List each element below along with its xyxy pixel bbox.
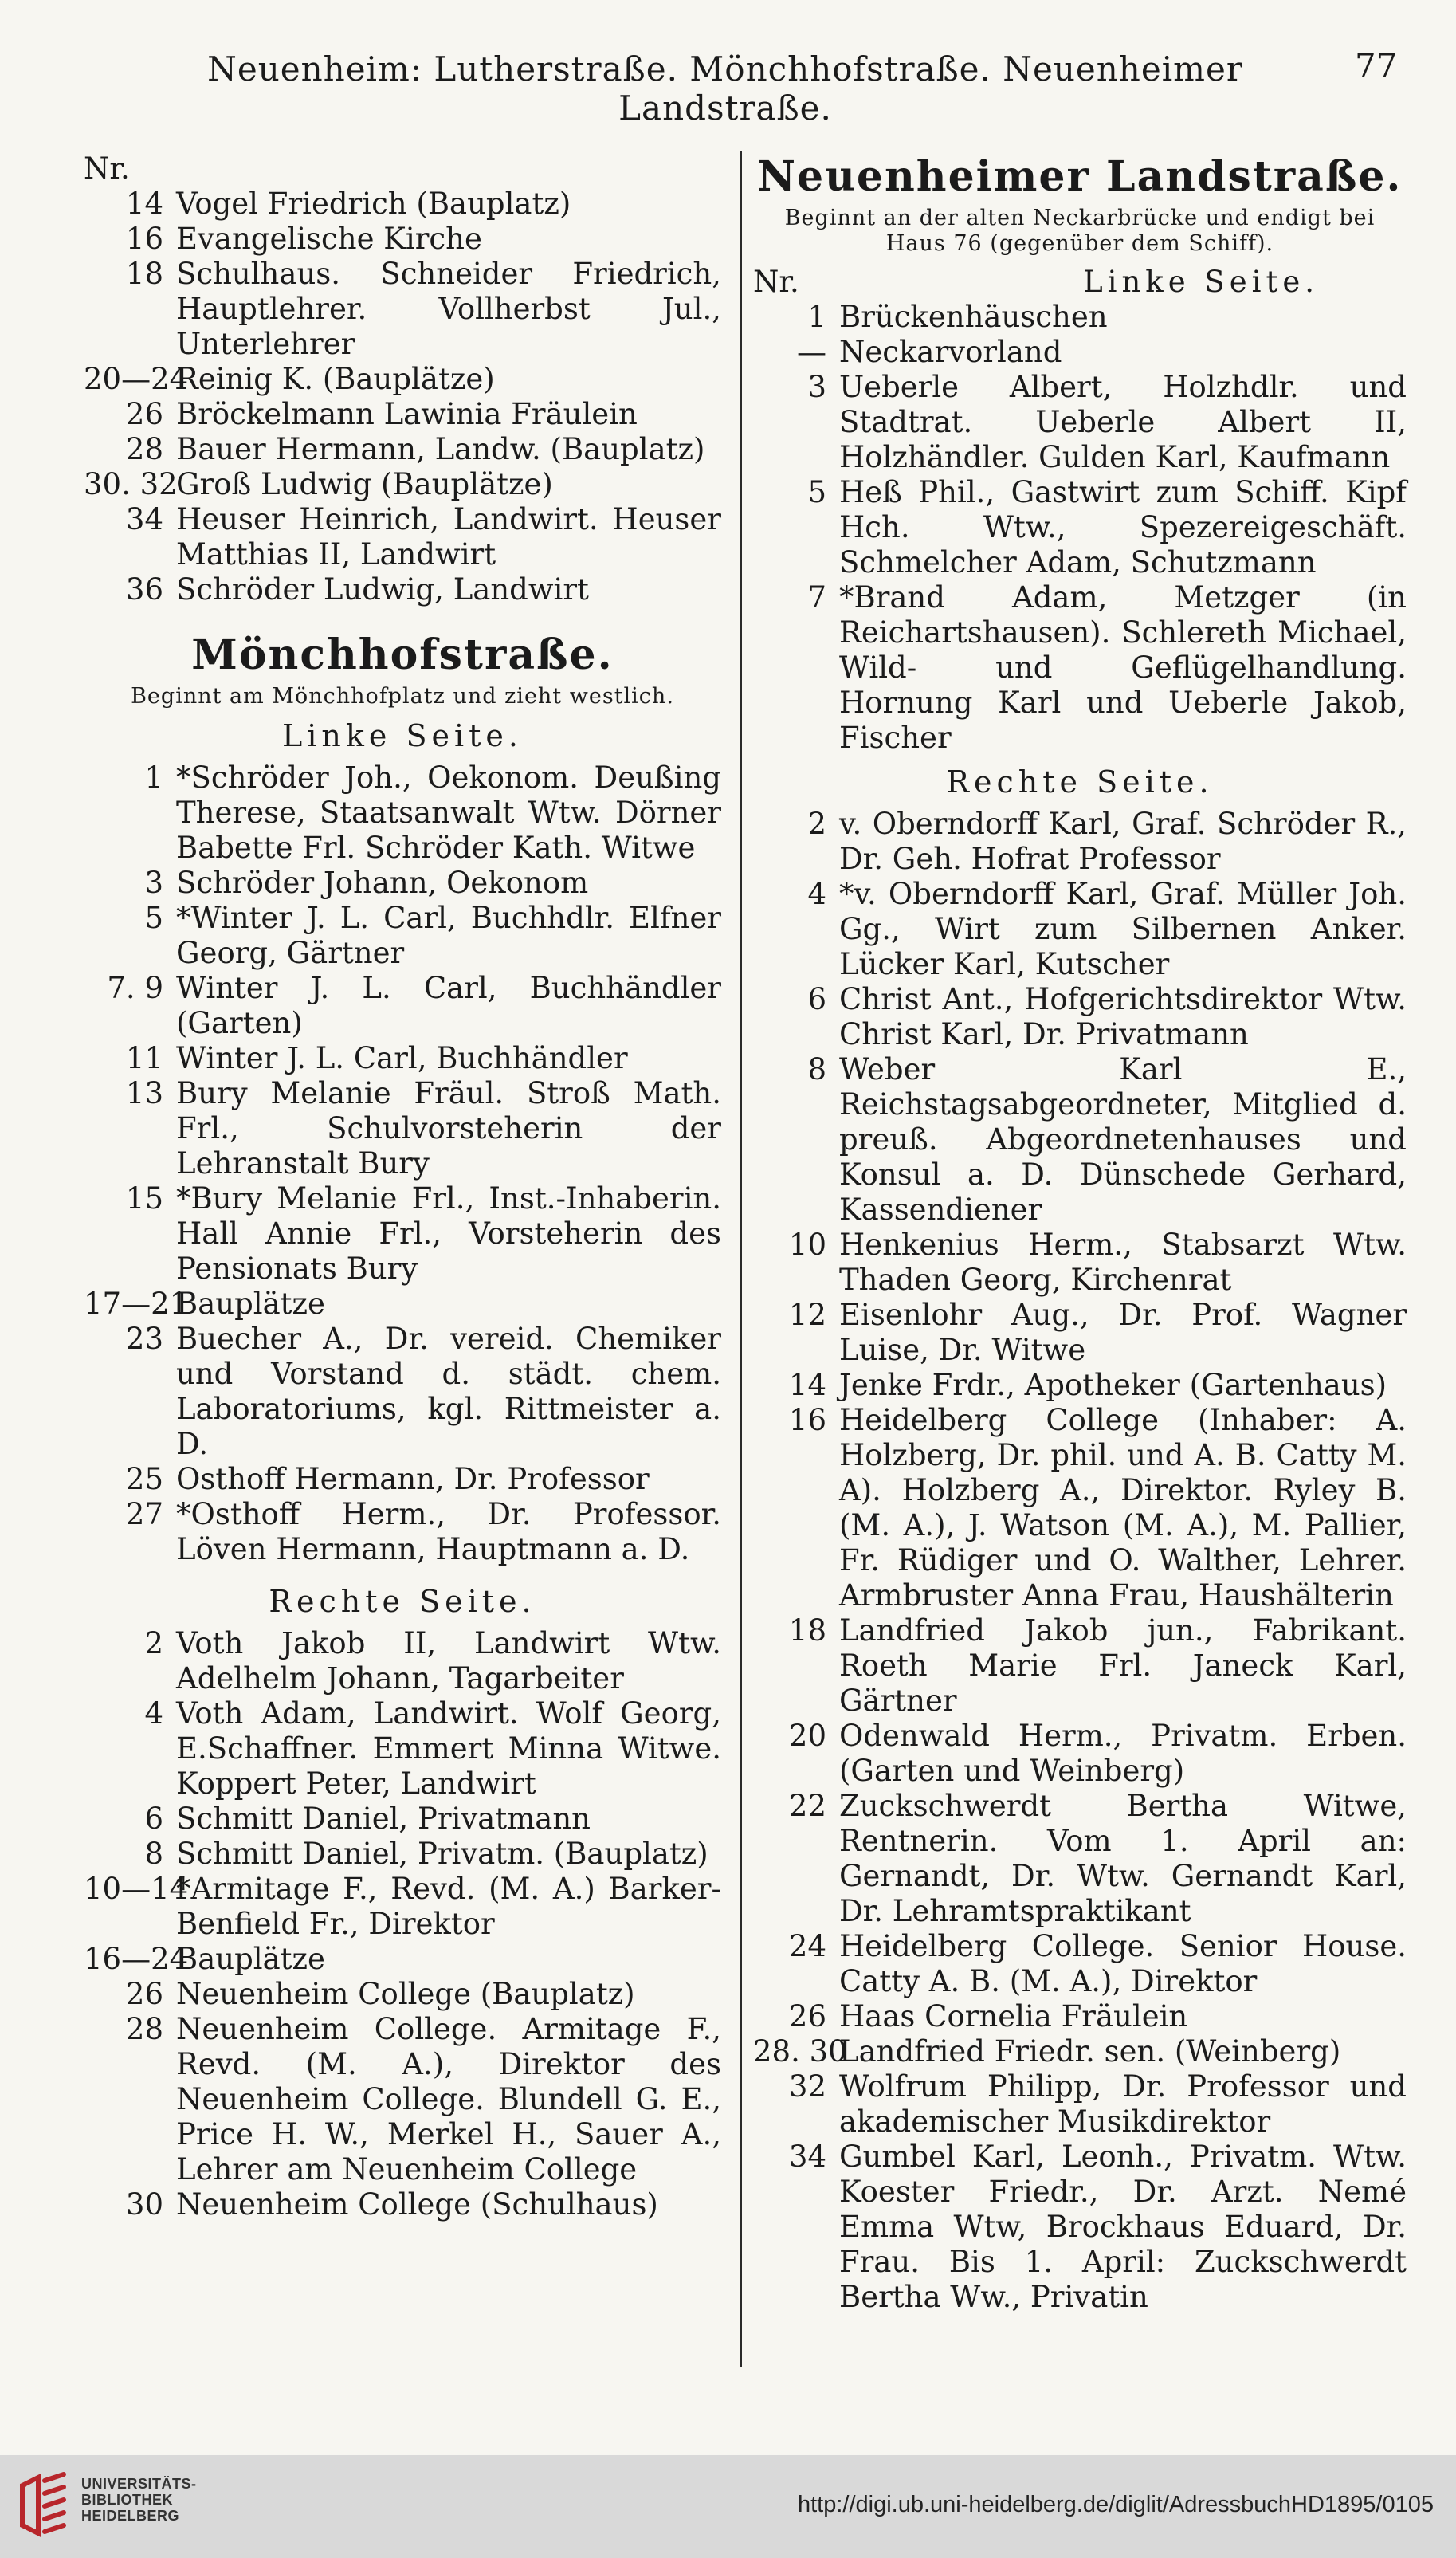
resident-text: Schmitt Daniel, Privatm. (Bauplatz) bbox=[176, 1837, 708, 1871]
house-number: 10 bbox=[788, 1228, 826, 1262]
house-number: 7 bbox=[807, 580, 826, 615]
resident-text: Zuckschwerdt Bertha Witwe, Rentnerin. Vom 1. April an: Gernandt, Dr. Wtw. Gernandt Karl, Dr. Lehramtspraktikant bbox=[839, 1789, 1407, 1928]
address-entry bbox=[753, 300, 1407, 335]
address-entry bbox=[84, 397, 721, 432]
resident-text: Bauplätze bbox=[176, 1942, 325, 1976]
resident-text: Ueberle Albert, Holzhdlr. und Stadtrat. Ueberle Albert II, Holzhändler. Gulden Karl, Kaufmann bbox=[839, 370, 1407, 474]
address-entry bbox=[753, 982, 1407, 1052]
resident-text: Winter J. L. Carl, Buchhändler bbox=[176, 1041, 628, 1075]
house-number: 23 bbox=[125, 1322, 163, 1356]
address-entry bbox=[753, 807, 1407, 877]
ub-heidelberg-logo-icon bbox=[16, 2470, 72, 2541]
address-entry bbox=[753, 877, 1407, 982]
house-number: 13 bbox=[125, 1076, 163, 1110]
house-number: 4 bbox=[807, 877, 826, 911]
house-number: 2 bbox=[807, 807, 826, 841]
resident-text: Gumbel Karl, Leonh., Privatm. Wtw. Koester Friedr., Dr. Arzt. Nemé Emma Wtw, Brockhaus Eduard, Dr. Frau. Bis 1. April: Zuckschwerdt Bertha Ww., Privatin bbox=[839, 2140, 1407, 2314]
house-number: 4 bbox=[144, 1696, 163, 1731]
address-entry bbox=[84, 971, 721, 1041]
address-entry bbox=[84, 467, 721, 502]
house-number: 30. 32 bbox=[84, 467, 178, 501]
address-entry bbox=[84, 222, 721, 257]
library-name-line3: HEIDELBERG bbox=[81, 2508, 180, 2524]
resident-text: *Schröder Joh., Oekonom. Deußing Therese, Staatsanwalt Wtw. Dörner Babette Frl. Schröder Kath. Witwe bbox=[176, 760, 721, 865]
resident-text: Winter J. L. Carl, Buchhändler (Garten) bbox=[176, 971, 721, 1040]
resident-text: Schröder Ludwig, Landwirt bbox=[176, 572, 589, 607]
address-entry bbox=[84, 901, 721, 971]
resident-text: Jenke Frdr., Apotheker (Gartenhaus) bbox=[839, 1368, 1387, 1402]
resident-text: *Winter J. L. Carl, Buchhdlr. Elfner Georg, Gärtner bbox=[176, 901, 721, 970]
house-number: 16 bbox=[125, 222, 163, 256]
address-entry bbox=[84, 257, 721, 362]
lutherstrasse-list bbox=[84, 187, 721, 607]
address-entry bbox=[753, 1613, 1407, 1719]
house-number: 1 bbox=[807, 300, 826, 334]
house-number: 28 bbox=[125, 432, 163, 466]
address-entry bbox=[84, 1696, 721, 1802]
house-number: 7. 9 bbox=[107, 971, 163, 1005]
landstrasse-right-list bbox=[753, 807, 1407, 2315]
address-entry bbox=[84, 1041, 721, 1076]
resident-text: *Armitage F., Revd. (M. A.) Barker-Benfield Fr., Direktor bbox=[176, 1872, 721, 1941]
resident-text: Schröder Johann, Oekonom bbox=[176, 866, 589, 900]
house-number: 11 bbox=[125, 1041, 163, 1075]
street-title-moenchhofstrasse: Mönchhofstraße. bbox=[191, 631, 614, 679]
house-number: 17—21 bbox=[84, 1287, 189, 1321]
resident-text: Heß Phil., Gastwirt zum Schiff. Kipf Hch. Wtw., Spezereigeschäft. Schmelcher Adam, Schutzmann bbox=[839, 475, 1407, 580]
address-entry bbox=[84, 187, 721, 222]
house-number: 36 bbox=[125, 572, 163, 607]
house-number: 30 bbox=[125, 2187, 163, 2222]
page-number: 77 bbox=[1355, 46, 1398, 85]
address-entry bbox=[84, 1802, 721, 1837]
house-number: 18 bbox=[125, 257, 163, 291]
address-entry bbox=[84, 1181, 721, 1287]
resident-text: Schulhaus. Schneider Friedrich, Hauptlehrer. Vollherbst Jul., Unterlehrer bbox=[176, 257, 721, 361]
library-name bbox=[81, 2476, 197, 2524]
house-number: 1 bbox=[144, 760, 163, 795]
house-number: 6 bbox=[807, 982, 826, 1016]
house-number: 34 bbox=[125, 502, 163, 536]
house-number: 15 bbox=[125, 1181, 163, 1216]
address-entry bbox=[753, 1052, 1407, 1228]
house-number: 16—24 bbox=[84, 1942, 189, 1976]
address-entry bbox=[84, 502, 721, 572]
address-entry bbox=[84, 2187, 721, 2222]
address-entry bbox=[753, 1929, 1407, 1999]
address-entry bbox=[84, 362, 721, 397]
resident-text: Christ Ant., Hofgerichtsdirektor Wtw. Christ Karl, Dr. Privatmann bbox=[839, 982, 1407, 1051]
resident-text: Neuenheim College (Bauplatz) bbox=[176, 1977, 635, 2011]
house-number: 12 bbox=[788, 1298, 826, 1332]
address-entry bbox=[84, 1322, 721, 1462]
landstrasse-left-list bbox=[753, 300, 1407, 756]
address-entry bbox=[753, 475, 1407, 580]
address-entry bbox=[753, 2069, 1407, 2140]
address-entry bbox=[753, 2034, 1407, 2069]
house-number: 14 bbox=[788, 1368, 826, 1402]
resident-text: Heidelberg College (Inhaber: A. Holzberg, Dr. phil. und A. B. Catty M. A). Holzberg A., Direktor. Ryley B. (M. A.), J. Watson (M. A.), M. Pallier, Fr. Rüdiger und O. Walther, Lehrer. Armbruster Anna Frau, Haushälterin bbox=[839, 1403, 1407, 1613]
resident-text: v. Oberndorff Karl, Graf. Schröder R., Dr. Geh. Hofrat Professor bbox=[839, 807, 1407, 876]
house-number: 6 bbox=[144, 1802, 163, 1836]
house-number: 18 bbox=[788, 1613, 826, 1648]
side-heading-left: Linke Seite. bbox=[1083, 265, 1319, 299]
nr-label: Nr. bbox=[84, 151, 130, 186]
resident-text: Landfried Jakob jun., Fabrikant. Roeth Marie Frl. Janeck Karl, Gärtner bbox=[839, 1613, 1407, 1718]
house-number: 10—14 bbox=[84, 1872, 189, 1906]
resident-text: *Osthoff Herm., Dr. Professor. Löven Hermann, Hauptmann a. D. bbox=[176, 1497, 721, 1566]
address-entry bbox=[753, 1228, 1407, 1298]
address-entry bbox=[84, 760, 721, 866]
address-entry bbox=[753, 1298, 1407, 1368]
house-number: 24 bbox=[788, 1929, 826, 1963]
resident-text: Bury Melanie Fräul. Stroß Math. Frl., Schulvorsteherin der Lehranstalt Bury bbox=[176, 1076, 721, 1181]
resident-text: Bauplätze bbox=[176, 1287, 325, 1321]
resident-text: Bröckelmann Lawinia Fräulein bbox=[176, 397, 638, 431]
address-entry bbox=[84, 1837, 721, 1872]
house-number: 16 bbox=[788, 1403, 826, 1437]
resident-text: Neuenheim College. Armitage F., Revd. (M. A.), Direktor des Neuenheim College. Blundell G. E., Price H. W., Merkel H., Sauer A., Lehrer am Neuenheim College bbox=[176, 2012, 721, 2187]
resident-text: *v. Oberndorff Karl, Graf. Müller Joh. Gg., Wirt zum Silbernen Anker. Lücker Karl, Kutscher bbox=[839, 877, 1407, 981]
house-number: 20—24 bbox=[84, 362, 189, 396]
house-number: 3 bbox=[144, 866, 163, 900]
address-entry bbox=[84, 1977, 721, 2012]
address-entry bbox=[84, 1287, 721, 1322]
house-number: 5 bbox=[144, 901, 163, 935]
street-subtitle-neuenheimer-landstrasse: Beginnt an der alten Neckarbrücke und endigt bei Haus 76 (gegenüber dem Schiff). bbox=[784, 206, 1376, 256]
address-entry bbox=[753, 1999, 1407, 2034]
house-number: 28. 30 bbox=[753, 2034, 847, 2069]
house-number: 8 bbox=[807, 1052, 826, 1086]
house-number: 25 bbox=[125, 1462, 163, 1496]
moenchhof-left-list bbox=[84, 760, 721, 1567]
left-column bbox=[84, 151, 721, 2222]
nr-row bbox=[753, 265, 1407, 300]
address-entry bbox=[84, 1076, 721, 1181]
source-url[interactable]: http://digi.ub.uni-heidelberg.de/diglit/AdressbuchHD1895/0105 bbox=[797, 2492, 1434, 2517]
nr-label: Nr. bbox=[753, 265, 799, 299]
address-entry bbox=[84, 1497, 721, 1567]
resident-text: Vogel Friedrich (Bauplatz) bbox=[176, 187, 571, 221]
address-entry bbox=[753, 580, 1407, 756]
moenchhof-right-list bbox=[84, 1626, 721, 2222]
resident-text: *Bury Melanie Frl., Inst.-Inhaberin. Hall Annie Frl., Vorsteherin des Pensionats Bury bbox=[176, 1181, 721, 1286]
side-heading-left: Linke Seite. bbox=[282, 718, 523, 753]
house-number: 32 bbox=[788, 2069, 826, 2104]
resident-text: Osthoff Hermann, Dr. Professor bbox=[176, 1462, 650, 1496]
house-number: 3 bbox=[807, 370, 826, 404]
house-number: 2 bbox=[144, 1626, 163, 1660]
resident-text: Buecher A., Dr. vereid. Chemiker und Vorstand d. städt. chem. Laboratoriums, kgl. Rittmeister a. D. bbox=[176, 1322, 721, 1461]
right-column bbox=[753, 151, 1407, 2315]
address-entry bbox=[753, 1368, 1407, 1403]
resident-text: Brückenhäuschen bbox=[839, 300, 1108, 334]
resident-text: Heuser Heinrich, Landwirt. Heuser Matthias II, Landwirt bbox=[176, 502, 721, 572]
column-divider bbox=[740, 151, 742, 2367]
house-number: 27 bbox=[125, 1497, 163, 1531]
side-heading-right: Rechte Seite. bbox=[269, 1584, 536, 1619]
resident-text: Schmitt Daniel, Privatmann bbox=[176, 1802, 591, 1836]
house-number: 20 bbox=[788, 1719, 826, 1753]
resident-text: Landfried Friedr. sen. (Weinberg) bbox=[839, 2034, 1341, 2069]
house-number: 34 bbox=[788, 2140, 826, 2174]
address-entry bbox=[753, 1403, 1407, 1613]
address-entry bbox=[753, 1719, 1407, 1789]
house-number: 26 bbox=[788, 1999, 826, 2033]
resident-text: Groß Ludwig (Bauplätze) bbox=[176, 467, 553, 501]
address-entry bbox=[84, 1626, 721, 1696]
library-name-line1: UNIVERSITÄTS- bbox=[81, 2476, 197, 2492]
resident-text: Evangelische Kirche bbox=[176, 222, 482, 256]
address-entry bbox=[84, 432, 721, 467]
resident-text: Reinig K. (Bauplätze) bbox=[176, 362, 495, 396]
side-heading-right: Rechte Seite. bbox=[946, 764, 1214, 800]
resident-text: Voth Jakob II, Landwirt Wtw. Adelhelm Johann, Tagarbeiter bbox=[176, 1626, 721, 1696]
address-entry bbox=[84, 1462, 721, 1497]
resident-text: Odenwald Herm., Privatm. Erben. (Garten und Weinberg) bbox=[839, 1719, 1407, 1788]
house-number: — bbox=[797, 335, 826, 369]
address-entry bbox=[84, 572, 721, 607]
resident-text: Weber Karl E., Reichstagsabgeordneter, Mitglied d. preuß. Abgeordnetenhauses und Konsul a. D. Dünschede Gerhard, Kassendiener bbox=[839, 1052, 1407, 1227]
house-number: 28 bbox=[125, 2012, 163, 2046]
running-head: Neuenheim: Lutherstraße. Mönchhofstraße. Neuenheimer Landstraße. bbox=[207, 49, 1243, 128]
house-number: 26 bbox=[125, 397, 163, 431]
footer-bar bbox=[0, 2455, 1456, 2558]
address-entry bbox=[84, 2012, 721, 2187]
address-entry bbox=[84, 866, 721, 901]
resident-text: Neuenheim College (Schulhaus) bbox=[176, 2187, 658, 2222]
house-number: 22 bbox=[788, 1789, 826, 1823]
resident-text: *Brand Adam, Metzger (in Reichartshausen). Schlereth Michael, Wild- und Geflügelhandlung. Hornung Karl und Ueberle Jakob, Fischer bbox=[839, 580, 1407, 755]
address-entry bbox=[753, 370, 1407, 475]
resident-text: Voth Adam, Landwirt. Wolf Georg, E.Schaffner. Emmert Minna Witwe. Koppert Peter, Landwirt bbox=[176, 1696, 721, 1801]
address-entry bbox=[753, 2140, 1407, 2315]
resident-text: Henkenius Herm., Stabsarzt Wtw. Thaden Georg, Kirchenrat bbox=[839, 1228, 1407, 1297]
house-number: 5 bbox=[807, 475, 826, 509]
resident-text: Heidelberg College. Senior House. Catty A. B. (M. A.), Direktor bbox=[839, 1929, 1407, 1998]
street-subtitle-moenchhofstrasse: Beginnt am Mönchhofplatz und zieht westlich. bbox=[131, 684, 674, 709]
library-name-line2: BIBLIOTHEK bbox=[81, 2492, 173, 2508]
resident-text: Eisenlohr Aug., Dr. Prof. Wagner Luise, Dr. Witwe bbox=[839, 1298, 1407, 1367]
address-entry bbox=[753, 1789, 1407, 1929]
resident-text: Neckarvorland bbox=[839, 335, 1062, 369]
resident-text: Bauer Hermann, Landw. (Bauplatz) bbox=[176, 432, 705, 466]
address-entry bbox=[84, 1942, 721, 1977]
resident-text: Wolfrum Philipp, Dr. Professor und akademischer Musikdirektor bbox=[839, 2069, 1407, 2139]
resident-text: Haas Cornelia Fräulein bbox=[839, 1999, 1188, 2033]
house-number: 8 bbox=[144, 1837, 163, 1871]
street-title-neuenheimer-landstrasse: Neuenheimer Landstraße. bbox=[757, 152, 1403, 201]
house-number: 26 bbox=[125, 1977, 163, 2011]
address-entry bbox=[84, 1872, 721, 1942]
address-entry bbox=[753, 335, 1407, 370]
house-number: 14 bbox=[125, 187, 163, 221]
